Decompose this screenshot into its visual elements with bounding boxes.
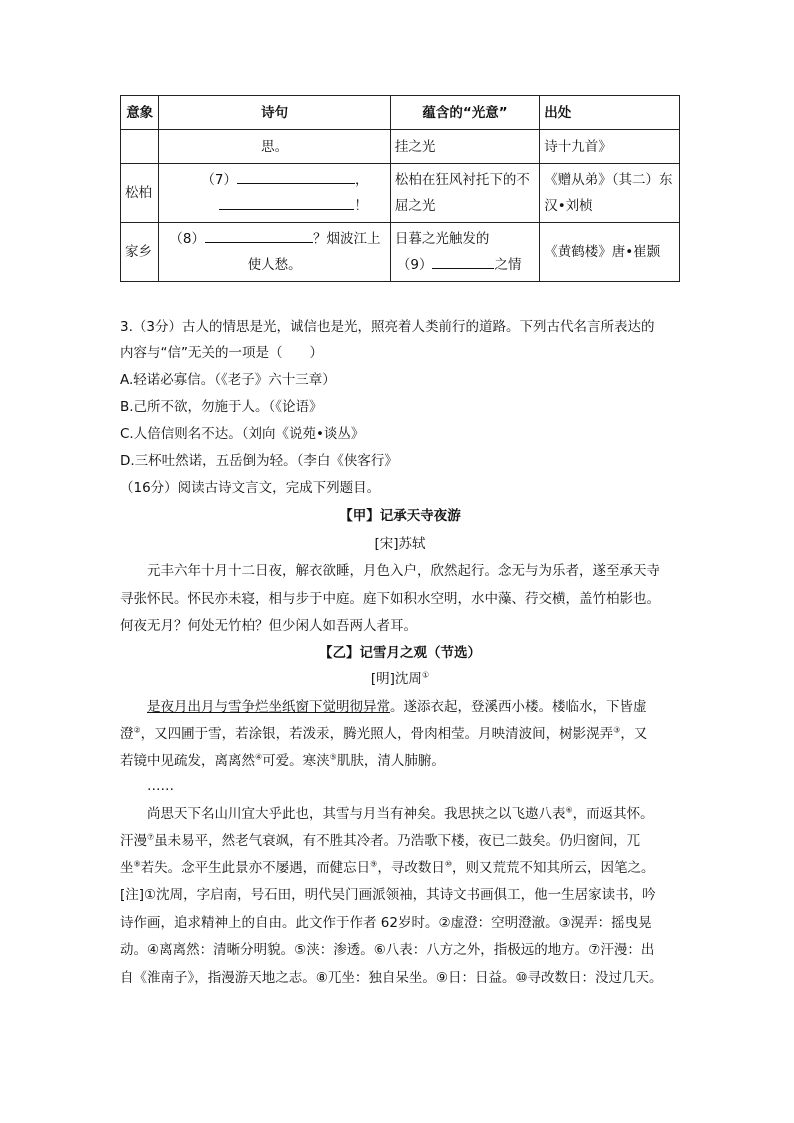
reading-intro: （16分）阅读古诗文言文，完成下列题目。 — [120, 480, 381, 496]
q3-option-c: C.人倍信则名不达。（刘向《说苑•谈丛》 — [120, 426, 365, 442]
cell-image — [121, 130, 159, 164]
annotation-line: 诗作画，追求精神上的自由。此文作于作者 62岁时。②虚澄：空明澄澈。③滉弄：摇曳晃 — [120, 915, 652, 931]
cell-light: 松柏在狂风衬托下的不屈之光 — [390, 164, 539, 223]
poem-line: 使人愁。 — [247, 257, 302, 273]
text-run: 虽未易平，然老气衰飒，有不胜其冷者。乃浩歌下楼，夜已二鼓矣。仍归窗间，兀 — [154, 833, 641, 849]
q3-option-b: B.己所不欲，勿施于人。（《论语》 — [120, 399, 323, 415]
cell-source: 诗十九首》 — [540, 130, 680, 164]
note-marker: ⑧ — [133, 859, 141, 869]
header-light: 蕴含的“光意” — [390, 96, 539, 130]
passage-yi-line — [120, 858, 655, 878]
poem-tail: ？烟波江上 — [312, 231, 381, 247]
passage-yi-title: 【乙】记雪月之观（节选） — [319, 645, 481, 661]
header-source: 出处 — [540, 96, 680, 130]
text-run: 汗漫 — [120, 833, 147, 849]
text-run: ，而返其怀。 — [572, 806, 654, 822]
text-run: ，寻改数日 — [377, 860, 445, 876]
passage-jia-author: [宋]苏轼 — [374, 536, 426, 552]
answer-blank-9[interactable] — [432, 254, 494, 269]
annotation-line: 动。④离离然：清晰分明貌。⑤浃：渗透。⑥八表：八方之外，指极远的地方。⑦汗漫：出 — [120, 942, 655, 958]
text-run: 坐 — [120, 860, 134, 876]
text-run: 肌肤，清人肺腑。 — [336, 753, 445, 769]
answer-blank-8[interactable] — [205, 228, 313, 243]
note-marker: ③ — [613, 725, 621, 735]
note-marker: ⑤ — [329, 752, 337, 762]
answer-blank-7a[interactable] — [237, 169, 355, 184]
passage-yi-line — [147, 804, 654, 824]
cell-light: 挂之光 — [390, 130, 539, 164]
cell-poem: 思。 — [159, 130, 390, 164]
text-run: ，又 — [620, 726, 648, 742]
author-name: [明]沈周 — [370, 671, 422, 687]
text-run: 。遂添衣起，登溪西小楼。楼临水，下皆虚 — [390, 699, 647, 715]
cell-source: 《赠从弟》（其二）东汉•刘桢 — [540, 164, 680, 223]
annotation-line: [注]①沈周，字启南，号石田，明代吴门画派领袖，其诗文书画俱工，他一生居家读书，吟 — [120, 887, 656, 903]
text-run: 澄 — [120, 726, 134, 742]
cell-image: 家乡 — [121, 223, 159, 282]
passage-yi-line — [147, 697, 647, 717]
poem-punct: ！ — [354, 198, 368, 214]
note-marker: ⑩ — [444, 859, 453, 869]
table-row — [121, 130, 680, 164]
note-marker: ① — [421, 670, 430, 680]
blank-number: （9） — [396, 257, 433, 273]
passage-yi-line — [120, 751, 445, 771]
note-marker: ⑥ — [565, 805, 573, 815]
text-run: ，则又荒荒不知其所云，因笔之。 — [452, 860, 655, 876]
answer-blank-7b[interactable] — [219, 195, 354, 210]
underlined-sentence: 是夜月出月与雪争烂坐纸窗下觉明彻异常 — [147, 699, 390, 715]
text-run: 若失。念平生此景亦不屡遇，而健忘日 — [140, 860, 371, 876]
note-marker: ⑨ — [370, 859, 378, 869]
text-run: 尚思天下名山川宜大乎此也，其雪与月当有神矣。我思挟之以飞遨八表 — [147, 806, 566, 822]
cell-light — [390, 223, 539, 282]
passage-jia-line: 元丰六年十月十二日夜，解衣欲睡，月色入户，欣然起行。念无与为乐者，遂至承天寺 — [147, 563, 660, 579]
blank-number: （7） — [201, 172, 237, 188]
poem-punct: ， — [354, 172, 369, 188]
passage-yi-author — [120, 669, 680, 689]
header-poem: 诗句 — [159, 96, 390, 130]
table-header-row — [121, 96, 680, 130]
note-marker: ② — [133, 725, 141, 735]
cell-poem — [159, 164, 390, 223]
passage-jia-line: 寻张怀民。怀民亦未寝，相与步于中庭。庭下如积水空明，水中藻、荇交横，盖竹柏影也。 — [120, 591, 660, 607]
poem-light-table — [120, 95, 680, 282]
text-run: ，又四圃于雪，若涂银，若泼汞，腾光照人，骨肉相莹。月映清波间，树影滉弄 — [140, 726, 614, 742]
passage-jia-title: 【甲】记承天寺夜游 — [339, 508, 461, 524]
light-line: 日暮之光触发的 — [394, 231, 490, 247]
header-image: 意象 — [121, 96, 159, 130]
passage-yi-line — [120, 724, 647, 744]
light-tail: 之情 — [494, 257, 522, 273]
note-marker: ④ — [255, 752, 263, 762]
blank-number: （8） — [169, 231, 205, 247]
annotation-line: 自《淮南子》，指漫游天地之志。⑧兀坐：独自呆坐。⑨日：日益。⑩寻改数日：没过几天。 — [120, 970, 663, 986]
cell-image: 松柏 — [121, 164, 159, 223]
q3-option-d: D.三杯吐然诺，五岳倒为轻。（李白《侠客行》 — [120, 453, 398, 469]
q3-stem: 3.（3分）古人的情思是光，诚信也是光，照亮着人类前行的道路。下列古代名言所表达的 — [120, 319, 655, 335]
passage-yi-line — [120, 831, 640, 851]
cell-source: 《黄鹤楼》唐•崔颢 — [540, 223, 680, 282]
q3-stem: 内容与“信”无关的一项是（ ） — [120, 345, 323, 361]
q3-option-a: A.轻诺必寡信。（《老子》六十三章） — [120, 372, 336, 388]
text-run: 可爱。寒浃 — [262, 753, 330, 769]
passage-jia-line: 何夜无月？何处无竹柏？但少闲人如吾两人者耳。 — [120, 618, 417, 634]
ellipsis: …… — [147, 778, 174, 794]
table-row — [121, 164, 680, 223]
cell-poem — [159, 223, 390, 282]
note-marker: ⑦ — [147, 832, 155, 842]
table-row — [121, 223, 680, 282]
text-run: 若镜中见疏发，离离然 — [120, 753, 255, 769]
